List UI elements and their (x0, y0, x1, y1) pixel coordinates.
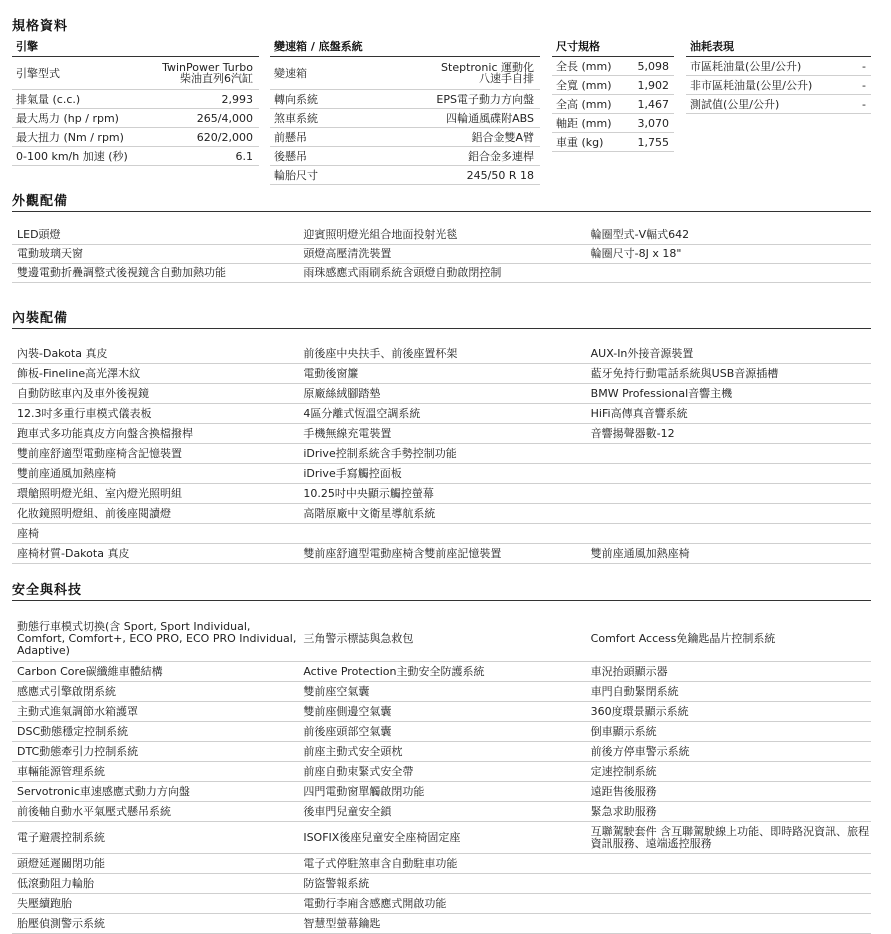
table-row: 最大扭力 (Nm / rpm) 620/2,000 (12, 128, 259, 147)
dimensions-table (552, 38, 674, 152)
list-item: 前後軸自動水平氣壓式懸吊系統 後車門兒童安全鎖 緊急求助服務 (12, 802, 871, 822)
section-divider (12, 328, 871, 329)
list-item: 電子避震控制系統 ISOFIX後座兒童安全座椅固定座 互聯駕駛套件 含互聯駕駛線上功能、即時路況資訊、旅程資訊服務、遠端遙控服務 (12, 822, 871, 854)
list-item: 12.3吋多重行車模式儀表板 4區分離式恆溫空調系統 HiFi高傳真音響系統 (12, 404, 871, 424)
list-item: 主動式進氣調節水箱護罩 雙前座側邊空氣囊 360度環景顯示系統 (12, 702, 871, 722)
list-item: 感應式引擎啟閉系統 雙前座空氣囊 車門自動緊閉系統 (12, 682, 871, 702)
table-row: 輪胎尺寸 245/50 R 18 (270, 166, 540, 185)
list-item: 雙前座舒適型電動座椅含記憶裝置 iDrive控制系統含手勢控制功能 (12, 444, 871, 464)
list-item: 電動玻璃天窗 頭燈高壓清洗裝置 輪圈尺寸-8J x 18" (12, 245, 871, 264)
safety-section-title: 安全與科技 (12, 583, 83, 598)
list-item: 車輛能源管理系統 前座自動束緊式安全帶 定速控制系統 (12, 762, 871, 782)
dimensions-header: 尺寸規格 (552, 38, 674, 57)
list-item: Servotronic車速感應式動力方向盤 四門電動窗單觸啟閉功能 遠距售後服務 (12, 782, 871, 802)
list-item: 低滾動阻力輪胎 防盜警報系統 (12, 874, 871, 894)
list-item: 座椅材質-Dakota 真皮 雙前座舒適型電動座椅含雙前座記憶裝置 雙前座通風加熱座椅 (12, 544, 871, 564)
transmission-table (270, 38, 540, 185)
table-row: 全長 (mm) 5,098 (552, 57, 674, 76)
engine-header: 引擎 (12, 38, 259, 57)
table-row: 全寬 (mm) 1,902 (552, 76, 674, 95)
list-item: 化妝鏡照明燈組、前後座閱讀燈 高階原廠中文衛星導航系統 (12, 504, 871, 524)
list-item: 頭燈延遲關閉功能 電子式停駐煞車含自動駐車功能 (12, 854, 871, 874)
list-item: 動態行車模式切換(含 Sport, Sport Individual, Comfort, Comfort+, ECO PRO, ECO PRO Individual, Adaptive) 三角警示標誌與急救包 Comfort Access免鑰匙晶片控制系統 (12, 617, 871, 662)
exterior-list (12, 226, 871, 283)
table-row: 前懸吊 鋁合金雙A臂 (270, 128, 540, 147)
list-item: LED頭燈 迎賓照明燈光組合地面投射光毯 輪圈型式-V輻式642 (12, 226, 871, 245)
list-item: 自動防眩車內及車外後視鏡 原廠絲絨腳踏墊 BMW Professional音響主機 (12, 384, 871, 404)
table-row: 最大馬力 (hp / rpm) 265/4,000 (12, 109, 259, 128)
table-row: 排氣量 (c.c.) 2,993 (12, 90, 259, 109)
list-item: 失壓續跑胎 電動行李廂含感應式開啟功能 (12, 894, 871, 914)
list-item: 胎壓偵測警示系統 智慧型螢幕鑰匙 (12, 914, 871, 934)
list-item: 跑車式多功能真皮方向盤含換檔撥桿 手機無線充電裝置 音響揚聲器數-12 (12, 424, 871, 444)
list-item: 飾板-Fineline高光澤木紋 電動後窗簾 藍牙免持行動電話系統與USB音源插槽 (12, 364, 871, 384)
list-item: Carbon Core碳纖維車體結構 Active Protection主動安全防護系統 車況抬頭顯示器 (12, 662, 871, 682)
table-row: 軸距 (mm) 3,070 (552, 114, 674, 133)
transmission-header: 變速箱 / 底盤系統 (270, 38, 540, 57)
table-row: 變速箱 Steptronic 運動化 八速手自排 (270, 57, 540, 90)
interior-section-title: 內裝配備 (12, 311, 69, 326)
list-item: 雙前座通風加熱座椅 iDrive手寫觸控面板 (12, 464, 871, 484)
table-row: 引擎型式 TwinPower Turbo 柴油直列6汽缸 (12, 57, 259, 90)
list-item: 內裝-Dakota 真皮 前後座中央扶手、前後座置杯架 AUX-In外接音源裝置 (12, 344, 871, 364)
table-row: 0-100 km/h 加速 (秒) 6.1 (12, 147, 259, 166)
table-row: 車重 (kg) 1,755 (552, 133, 674, 152)
section-divider (12, 600, 871, 601)
table-row: 後懸吊 鋁合金多連桿 (270, 147, 540, 166)
list-item: 雙邊電動折疊調整式後視鏡含自動加熱功能 雨珠感應式雨刷系統含頭燈自動啟閉控制 (12, 264, 871, 283)
table-row: 煞車系統 四輪通風碟附ABS (270, 109, 540, 128)
list-item: DSC動態穩定控制系統 前後座頭部空氣囊 倒車顯示系統 (12, 722, 871, 742)
interior-list (12, 344, 871, 564)
safety-list (12, 617, 871, 934)
table-row: 非市區耗油量(公里/公升) - (686, 76, 871, 95)
fuel-header: 油耗表現 (686, 38, 871, 57)
list-item: 座椅 (12, 524, 871, 544)
engine-table (12, 38, 259, 166)
table-row: 市區耗油量(公里/公升) - (686, 57, 871, 76)
table-row: 測試值(公里/公升) - (686, 95, 871, 114)
list-item: DTC動態牽引力控制系統 前座主動式安全頭枕 前後方停車警示系統 (12, 742, 871, 762)
fuel-table (686, 38, 871, 114)
spec-section-title: 規格資料 (12, 19, 69, 34)
list-item: 環艙照明燈光組、室內燈光照明組 10.25吋中央顯示觸控螢幕 (12, 484, 871, 504)
section-divider (12, 211, 871, 212)
exterior-section-title: 外觀配備 (12, 194, 69, 209)
table-row: 全高 (mm) 1,467 (552, 95, 674, 114)
table-row: 轉向系統 EPS電子動力方向盤 (270, 90, 540, 109)
